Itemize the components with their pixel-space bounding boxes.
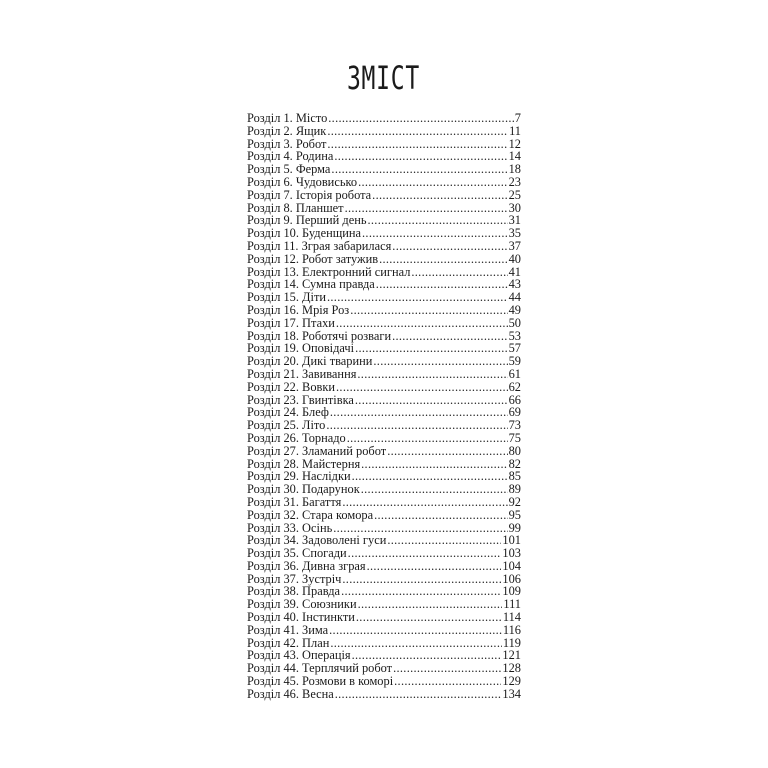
toc-entry-label: Розділ 23. Гвинтівка [247, 392, 354, 407]
toc-dot-leader [373, 355, 507, 368]
toc-entry-page-number: 66 [508, 392, 521, 407]
toc-entry-label: Розділ 15. Діти [247, 290, 327, 305]
toc-dot-leader [387, 445, 507, 458]
toc-entry-page-number: 18 [508, 162, 521, 177]
toc-dot-leader [326, 419, 507, 432]
toc-entry-page-number: 75 [508, 430, 521, 445]
toc-entry [247, 381, 521, 394]
toc-dot-leader [379, 253, 508, 266]
toc-entry-label: Розділ 8. Планшет [247, 200, 344, 215]
toc-entry-label: Розділ 24. Блеф [247, 405, 329, 420]
toc-entry [247, 317, 521, 330]
toc-entry-label: Розділ 4. Родина [247, 149, 334, 164]
toc-entry-page-number: 121 [502, 648, 521, 663]
toc-dot-leader [334, 150, 507, 163]
toc-entry-label: Розділ 45. Розмови в коморі [247, 674, 394, 689]
toc-entry [247, 112, 521, 125]
toc-entry-label: Розділ 31. Багаття [247, 494, 342, 509]
toc-dot-leader [368, 214, 508, 227]
toc-entry-page-number: 62 [508, 379, 521, 394]
toc-entry-label: Розділ 29. Наслідки [247, 469, 351, 484]
toc-entry-page-number: 69 [508, 405, 521, 420]
toc-dot-leader [358, 598, 503, 611]
toc-entry-label: Розділ 43. Операція [247, 648, 351, 663]
toc-entry [247, 432, 521, 445]
toc-entry-page-number: 43 [508, 277, 521, 292]
toc-entry-page-number: 99 [508, 520, 521, 535]
toc-dot-leader [336, 381, 508, 394]
toc-entry-page-number: 53 [508, 328, 521, 343]
toc-entry-label: Розділ 39. Союзники [247, 597, 357, 612]
toc-entry [247, 688, 521, 701]
toc-entry-label: Розділ 12. Робот затужив [247, 251, 379, 266]
toc-dot-leader [411, 266, 507, 279]
toc-dot-leader [356, 611, 502, 624]
toc-entry-label: Розділ 41. Зима [247, 622, 329, 637]
toc-entry-page-number: 49 [508, 302, 521, 317]
toc-dot-leader [335, 688, 502, 701]
toc-entry-page-number: 50 [508, 315, 521, 330]
toc-entry-page-number: 25 [508, 187, 521, 202]
toc-entry-label: Розділ 19. Оповідачі [247, 341, 355, 356]
toc-entry [247, 240, 521, 253]
toc-dot-leader [361, 483, 508, 496]
toc-entry-page-number: 116 [502, 622, 521, 637]
toc-dot-leader [328, 112, 514, 125]
toc-entry-page-number: 41 [508, 264, 521, 279]
toc-entry-label: Розділ 9. Перший день [247, 213, 367, 228]
toc-entry-page-number: 82 [508, 456, 521, 471]
toc-dot-leader [393, 662, 501, 675]
toc-entry-page-number: 11 [509, 123, 521, 138]
toc-entry-page-number: 114 [502, 610, 521, 625]
toc-entry [247, 611, 521, 624]
toc-entry-page-number: 59 [508, 354, 521, 369]
toc-entry [247, 253, 521, 266]
toc-dot-leader [336, 317, 508, 330]
toc-dot-leader [342, 496, 507, 509]
toc-dot-leader [327, 291, 508, 304]
toc-entry-page-number: 92 [508, 494, 521, 509]
table-of-contents [247, 112, 521, 701]
toc-entry-page-number: 109 [502, 584, 521, 599]
toc-entry-label: Розділ 42. План [247, 635, 330, 650]
toc-entry [247, 125, 521, 138]
toc-entry-label: Розділ 25. Літо [247, 418, 326, 433]
toc-entry [247, 304, 521, 317]
toc-entry-page-number: 61 [508, 366, 521, 381]
toc-dot-leader [357, 368, 507, 381]
toc-dot-leader [374, 509, 508, 522]
toc-entry-label: Розділ 30. Подарунок [247, 482, 360, 497]
toc-entry-label: Розділ 20. Дикі тварини [247, 354, 373, 369]
toc-entry [247, 624, 521, 637]
toc-entry-label: Розділ 36. Дивна зграя [247, 558, 366, 573]
toc-entry [247, 675, 521, 688]
toc-entry-page-number: 37 [508, 238, 521, 253]
toc-entry-page-number: 103 [502, 546, 521, 561]
toc-entry-label: Розділ 46. Весна [247, 686, 334, 701]
toc-entry-label: Розділ 10. Буденщина [247, 226, 362, 241]
toc-entry-label: Розділ 18. Роботячі розваги [247, 328, 392, 343]
toc-entry-label: Розділ 32. Стара комора [247, 507, 374, 522]
toc-dot-leader [392, 330, 508, 343]
toc-entry-label: Розділ 37. Зустріч [247, 571, 342, 586]
toc-entry-page-number: 57 [508, 341, 521, 356]
toc-entry-page-number: 73 [508, 418, 521, 433]
toc-entry-label: Розділ 2. Ящик [247, 123, 327, 138]
toc-entry-label: Розділ 34. Задоволені гуси [247, 533, 387, 548]
toc-entry-label: Розділ 14. Сумна правда [247, 277, 375, 292]
toc-entry-label: Розділ 27. Зламаний робот [247, 443, 387, 458]
toc-entry [247, 509, 521, 522]
toc-entry-label: Розділ 22. Вовки [247, 379, 336, 394]
toc-entry-page-number: 44 [508, 290, 521, 305]
toc-dot-leader [327, 138, 507, 151]
toc-entry-page-number: 7 [514, 111, 521, 125]
toc-entry-label: Розділ 33. Осінь [247, 520, 333, 535]
toc-dot-leader [327, 125, 508, 138]
toc-entry-page-number: 85 [508, 469, 521, 484]
toc-entry-label: Розділ 5. Ферма [247, 162, 331, 177]
toc-entry-page-number: 31 [508, 213, 521, 228]
toc-dot-leader [342, 573, 501, 586]
toc-dot-leader [355, 342, 507, 355]
toc-entry [247, 547, 521, 560]
toc-entry-label: Розділ 21. Завивання [247, 366, 357, 381]
toc-dot-leader [330, 637, 502, 650]
toc-dot-leader [352, 470, 508, 483]
toc-entry [247, 496, 521, 509]
toc-entry-page-number: 89 [508, 482, 521, 497]
toc-dot-leader [361, 458, 507, 471]
toc-dot-leader [329, 624, 502, 637]
toc-entry-label: Розділ 35. Спогади [247, 546, 347, 561]
toc-entry-page-number: 35 [508, 226, 521, 241]
toc-entry-label: Розділ 7. Історія робота [247, 187, 372, 202]
toc-dot-leader [392, 240, 507, 253]
toc-entry-page-number: 104 [502, 558, 521, 573]
toc-entry-label: Розділ 6. Чудовисько [247, 174, 358, 189]
toc-entry-label: Розділ 26. Торнадо [247, 430, 346, 445]
toc-entry [247, 483, 521, 496]
toc-entry-label: Розділ 1. Місто [247, 111, 328, 125]
toc-entry-label: Розділ 28. Майстерня [247, 456, 361, 471]
toc-entry [247, 419, 521, 432]
toc-entry [247, 176, 521, 189]
toc-dot-leader [367, 560, 502, 573]
toc-entry-label: Розділ 38. Правда [247, 584, 341, 599]
toc-entry [247, 560, 521, 573]
toc-entry-page-number: 30 [508, 200, 521, 215]
toc-dot-leader [394, 675, 501, 688]
toc-entry-label: Розділ 16. Мрія Роз [247, 302, 350, 317]
toc-dot-leader [372, 189, 507, 202]
toc-entry-page-number: 40 [508, 251, 521, 266]
toc-dot-leader [345, 202, 508, 215]
toc-entry-label: Розділ 40. Інстинкти [247, 610, 355, 625]
toc-dot-leader [341, 585, 501, 598]
toc-entry-page-number: 95 [508, 507, 521, 522]
toc-entry-page-number: 134 [502, 686, 521, 701]
toc-entry-label: Розділ 3. Робот [247, 136, 327, 151]
toc-entry-page-number: 129 [502, 674, 521, 689]
toc-entry-label: Розділ 11. Зграя забарилася [247, 238, 392, 253]
toc-entry [247, 189, 521, 202]
toc-dot-leader [376, 278, 508, 291]
toc-entry [247, 445, 521, 458]
toc-entry-page-number: 23 [508, 174, 521, 189]
toc-entry-page-number: 128 [502, 661, 521, 676]
toc-entry [247, 368, 521, 381]
toc-dot-leader [355, 394, 508, 407]
toc-dot-leader [331, 163, 507, 176]
toc-entry-label: Розділ 17. Птахи [247, 315, 335, 330]
toc-entry-page-number: 101 [502, 533, 521, 548]
page-title: ЗМІСТ [346, 59, 420, 97]
toc-dot-leader [387, 534, 501, 547]
toc-entry-page-number: 12 [508, 136, 521, 151]
toc-dot-leader [347, 432, 508, 445]
toc-dot-leader [358, 176, 508, 189]
toc-entry-label: Розділ 44. Терплячий робот [247, 661, 393, 676]
toc-entry-page-number: 119 [502, 635, 521, 650]
toc-dot-leader [348, 547, 502, 560]
toc-dot-leader [350, 304, 507, 317]
toc-dot-leader [330, 406, 508, 419]
toc-entry-page-number: 14 [508, 149, 521, 164]
toc-entry-page-number: 106 [502, 571, 521, 586]
toc-entry-page-number: 111 [503, 597, 521, 612]
toc-entry-label: Розділ 13. Електронний сигнал [247, 264, 411, 279]
toc-entry-page-number: 80 [508, 443, 521, 458]
